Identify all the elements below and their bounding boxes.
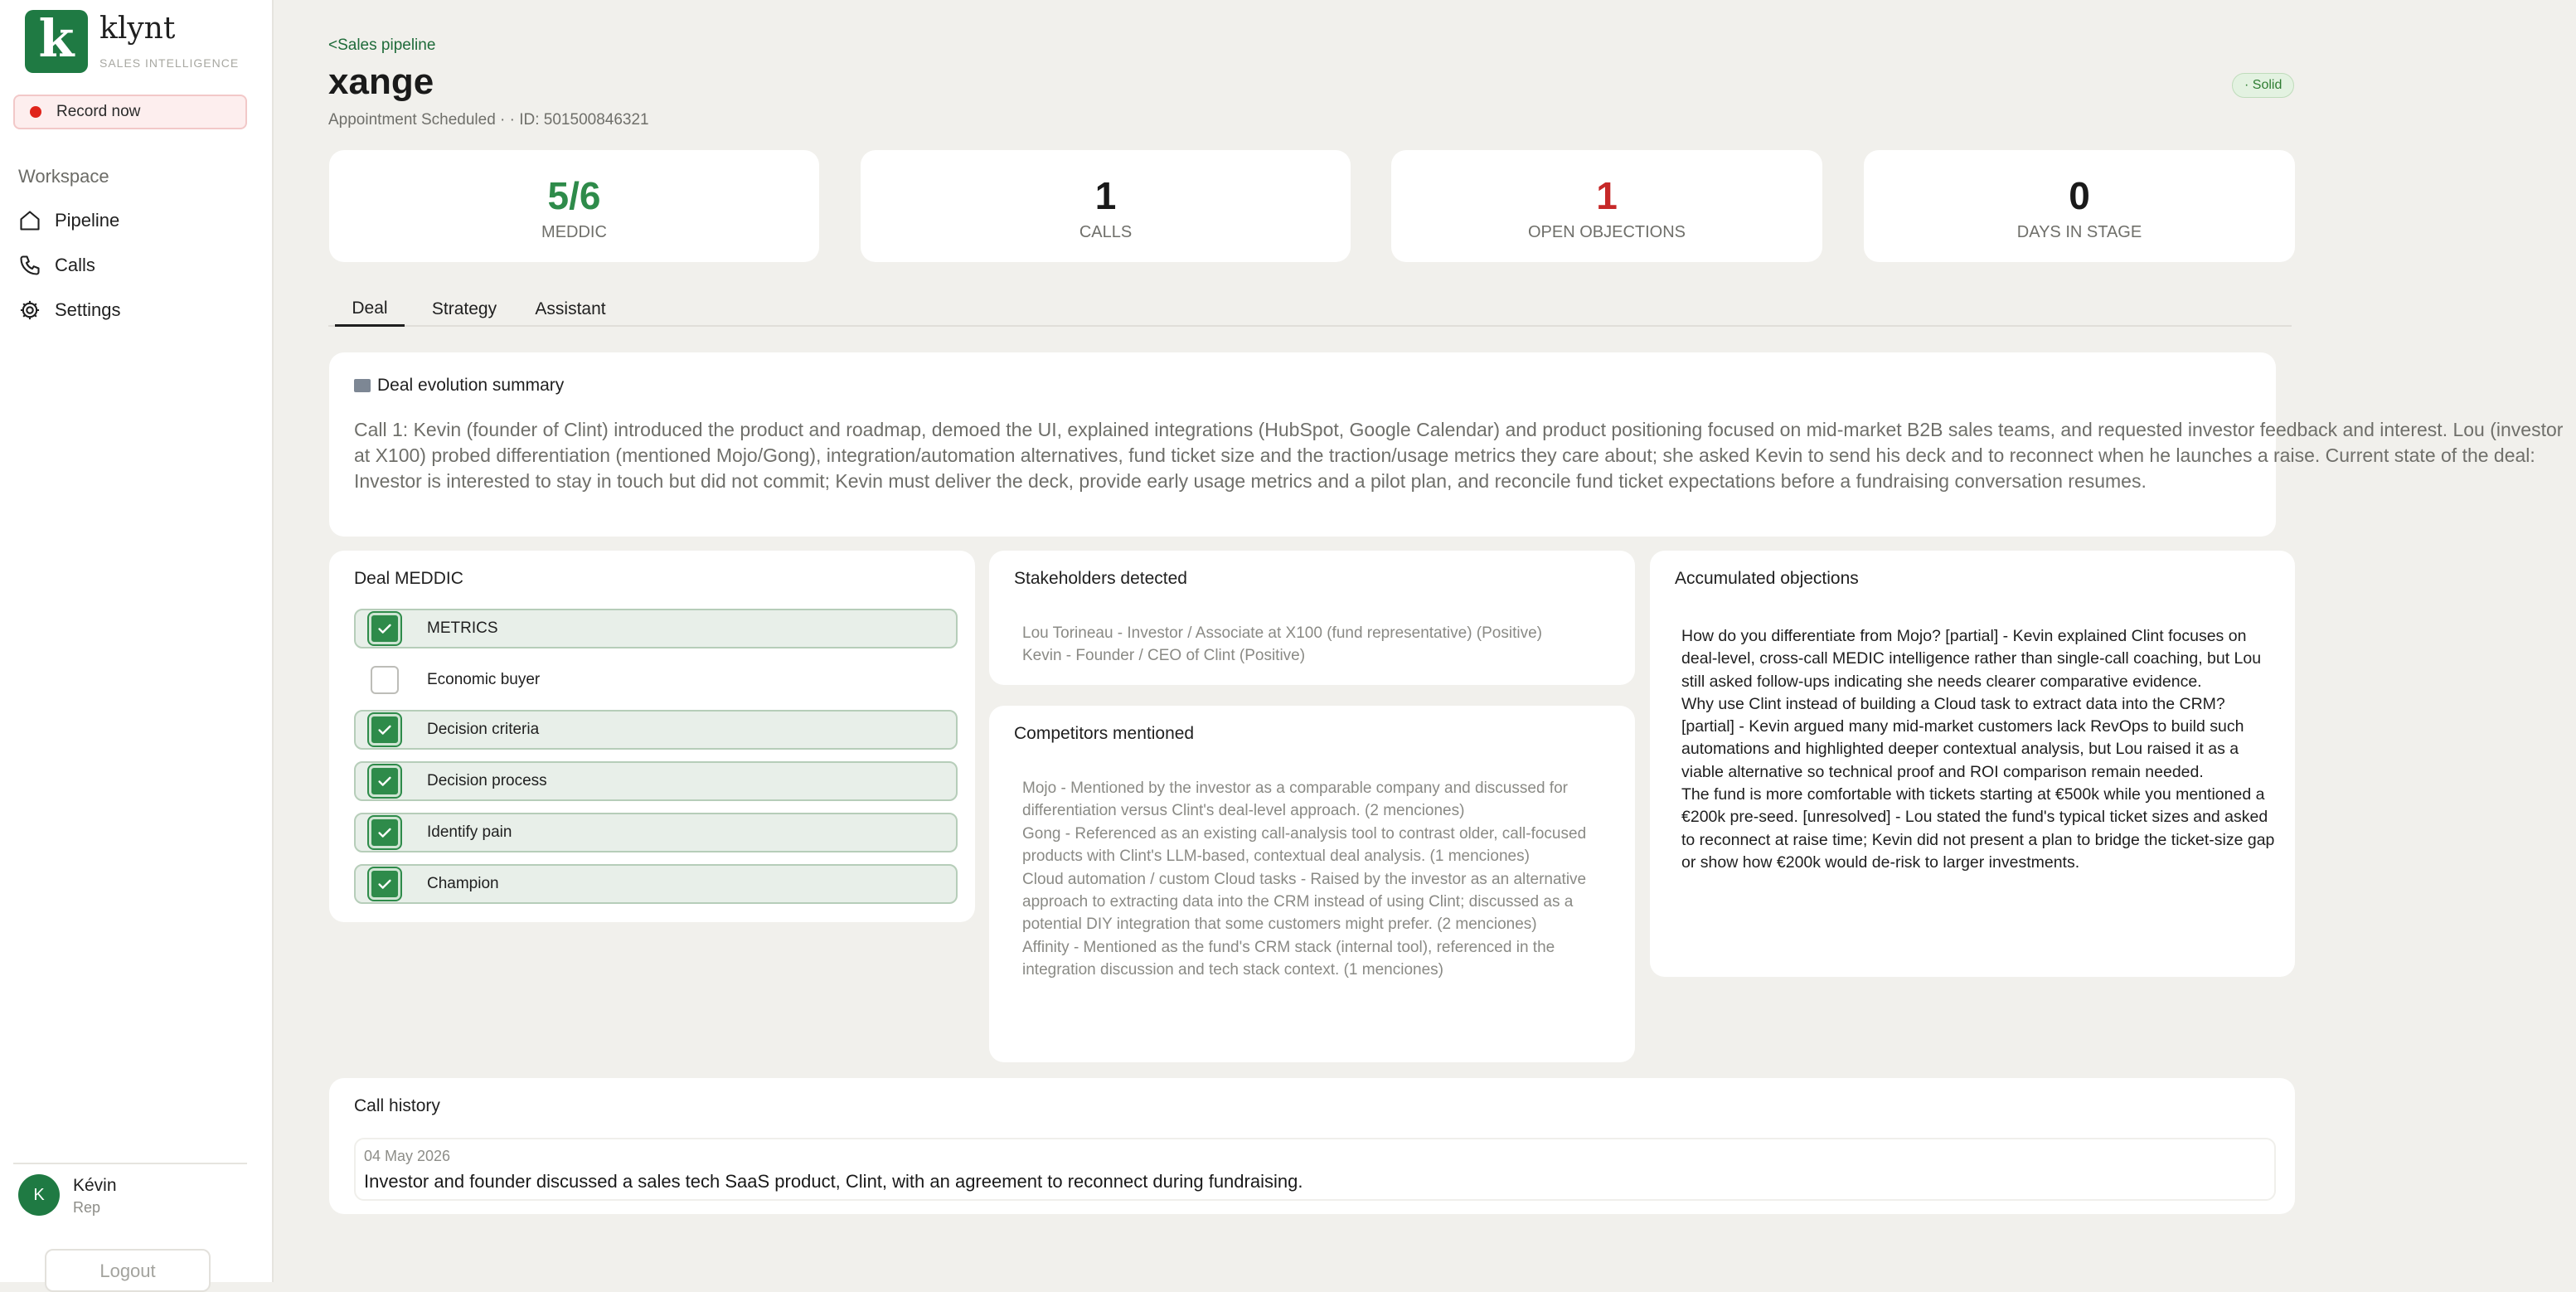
phone-icon [18,254,41,277]
meddic-item-decision-process[interactable] [354,761,958,801]
brand-name: klynt [99,12,176,46]
check-icon [376,823,394,842]
home-icon [18,209,41,232]
tab-assistant[interactable]: Assistant [535,299,606,318]
check-icon [376,619,394,638]
sidebar-item-calls[interactable] [18,249,95,282]
status-badge: · Solid [2232,73,2294,98]
checkbox-checked[interactable] [369,714,400,746]
brand-subtitle: SALES INTELLIGENCE [99,56,240,70]
checkbox-unchecked[interactable] [371,666,399,694]
meddic-label: Decision process [427,772,547,789]
competitors-list [1022,777,1611,982]
kpi-days-in-stage [1864,150,2295,262]
tab-strategy[interactable]: Strategy [431,299,497,318]
brand-logo: k [25,10,88,73]
meddic-item-champion[interactable] [354,864,958,904]
kpi-label: MEDDIC [541,223,607,241]
logout-button[interactable]: Logout [45,1249,211,1292]
kpi-label: OPEN OBJECTIONS [1527,223,1686,241]
competitor-item: Cloud automation / custom Cloud tasks - Raised by the investor as an alternative approach to extracting data into the CRM instead of using Clint; discussed as a potential DIY integration that some customers might prefer. (2 menciones) [1022,870,1587,934]
meddic-item-decision-criteria[interactable] [354,710,958,750]
kpi-value: 1 [1094,174,1117,217]
call-date: 04 May 2026 [364,1148,451,1164]
check-icon [376,875,394,893]
meddic-label: Economic buyer [427,671,541,688]
kpi-label: DAYS IN STAGE [2016,223,2142,241]
meddic-item-metrics[interactable] [354,609,958,648]
stakeholders-card [989,551,1635,685]
meddic-item-identify-pain[interactable] [354,813,958,852]
objections-list [1681,625,2278,874]
call-summary: Investor and founder discussed a sales tech SaaS product, Clint, with an agreement to reconnect during fundraising. [364,1171,1303,1192]
page-title: xange [328,61,434,102]
kpi-open-objections [1391,150,1822,262]
meddic-label: Decision criteria [427,721,540,738]
competitor-item: Gong - Referenced as an existing call-analysis tool to contrast older, call-focused products with Clint's LLM-based, contextual deal analysis. (1 menciones) [1022,824,1587,866]
breadcrumb[interactable]: <Sales pipeline [328,36,436,54]
meddic-label: Champion [427,875,499,892]
record-now-label: Record now [56,103,141,120]
tab-deal[interactable]: Deal [335,292,405,327]
meddic-card [329,551,975,922]
checkbox-checked[interactable] [369,765,400,797]
deal-summary-title-text: Deal evolution summary [377,376,565,395]
tab-bar [328,292,2292,327]
stakeholders-title: Stakeholders detected [1014,569,1187,588]
deal-summary-card [329,352,2564,537]
sidebar-item-label: Calls [55,255,95,275]
stakeholder-item: Lou Torineau - Investor / Associate at X100 (fund representative) (Positive) [1022,624,1542,642]
user-name: Kévin [73,1176,117,1195]
objection-item: How do you differentiate from Mojo? [partial] - Kevin explained Clint focuses on deal-level, cross-call MEDIC intelligence rather than single-call coaching, but Lou still asked follow-ups indicating she needs clearer comparative evidence. [1681,627,2262,691]
check-icon [376,772,394,790]
meddic-title: Deal MEDDIC [354,569,463,588]
deal-summary-text: Call 1: Kevin (founder of Clint) introduced the product and roadmap, demoed the UI, explained integrations (HubSpot, Google Calendar) and product positioning focused on mid-market B2B sales teams, and requested investor feedback and interest. Lou (investor at X100) probed differentiation (mentioned Mojo/Gong), integration/automation alternatives, fund ticket size and the traction/usage metrics they care about; she asked Kevin to send his deck and to reconnect when he launches a raise. Current state of the deal: Investor is interested to stay in touch but did not commit; Kevin must deliver the deck, provide early usage metrics and a pilot plan, and reconcile fund ticket expectations before a fundraising conversation resumes. [354,419,2564,492]
stakeholders-list [1022,622,1619,668]
gear-icon [18,299,41,322]
competitors-title: Competitors mentioned [1014,724,1195,743]
workspace-label: Workspace [18,166,109,187]
book-icon [354,379,371,392]
meddic-label: METRICS [427,619,498,637]
competitors-card [989,706,1635,1062]
objections-title: Accumulated objections [1675,569,1859,588]
objections-card [1650,551,2295,977]
sidebar-divider [13,1163,247,1164]
kpi-calls [861,150,1351,262]
sidebar [0,0,274,1282]
sidebar-item-label: Pipeline [55,210,120,231]
competitor-item: Mojo - Mentioned by the investor as a comparable company and discussed for differentiation versus Clint's deal-level approach. (2 menciones) [1022,780,1568,820]
deal-summary-title [354,376,564,396]
kpi-label: CALLS [1079,223,1133,241]
avatar[interactable]: K [18,1174,60,1216]
call-history-card [329,1078,2295,1214]
user-role: Rep [73,1199,101,1216]
meddic-item-economic-buyer[interactable] [354,660,958,700]
meddic-label: Identify pain [427,823,512,841]
stakeholder-item: Kevin - Founder / CEO of Clint (Positive) [1022,647,1306,665]
check-icon [376,721,394,739]
record-now-button[interactable] [13,95,247,129]
kpi-meddic [329,150,819,262]
deal-meta: Appointment Scheduled · · ID: 501500846321 [328,111,649,129]
sidebar-item-label: Settings [55,299,121,320]
checkbox-checked[interactable] [369,817,400,848]
sidebar-item-pipeline[interactable] [18,204,119,237]
competitor-item: Affinity - Mentioned as the fund's CRM stack (internal tool), referenced in the integration discussion and tech stack context. (1 menciones) [1022,938,1555,979]
objection-item: The fund is more comfortable with tickets starting at €500k while you mentioned a €200k pre-seed. [unresolved] - Lou stated the fund's typical ticket sizes and asked to reconnect at raise time; Kevin did not present a plan to bridge the ticket-size gap or show how €200k would de-risk to larger investments. [1681,785,2275,872]
checkbox-checked[interactable] [369,613,400,644]
objection-item: Why use Clint instead of building a Cloud task to extract data into the CRM? [partial] - Kevin argued many mid-market customers lack RevOps to build such automations and highlighted deeper contextual analysis, but Lou raised it as a viable alternative so technical proof and ROI comparison remain needed. [1681,694,2244,781]
call-history-title: Call history [354,1096,440,1115]
checkbox-checked[interactable] [369,868,400,900]
kpi-value: 0 [2069,174,2090,217]
sidebar-item-settings[interactable] [18,294,121,327]
call-history-item[interactable] [354,1138,2276,1201]
kpi-value: 1 [1596,174,1618,217]
record-dot-icon [30,106,41,118]
kpi-value: 5/6 [547,174,601,217]
